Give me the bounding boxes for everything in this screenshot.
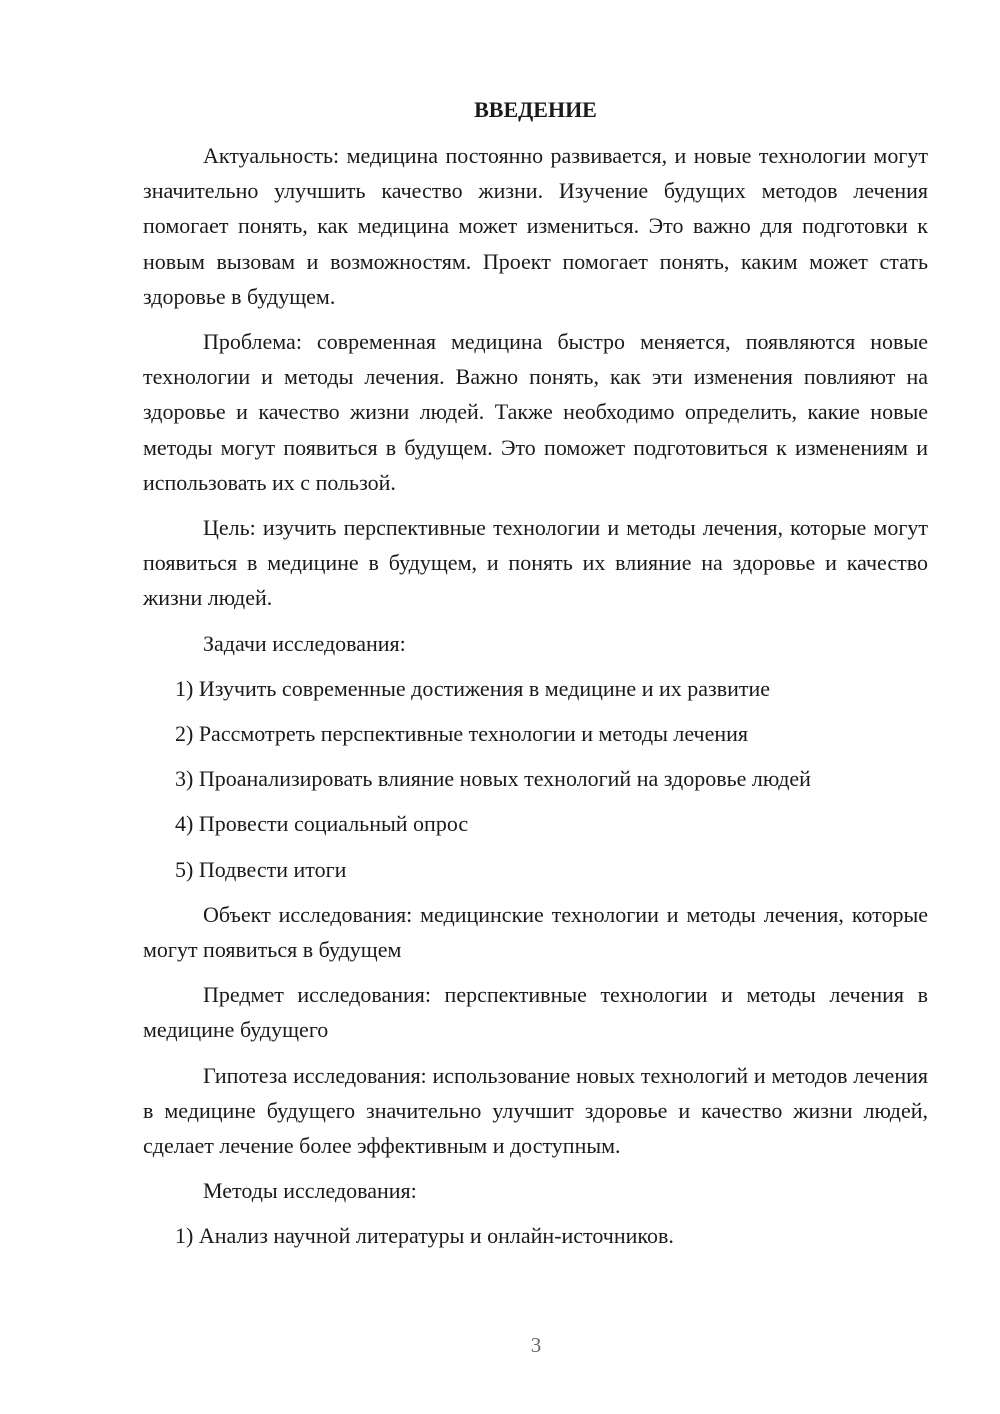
subject-paragraph: Предмет исследования: перспективные технологии и методы лечения в медицине будущего [143,982,928,1043]
task-item: 2) Рассмотреть перспективные технологии и методы лечения [175,721,749,747]
relevance-paragraph: Актуальность: медицина постоянно развивается, и новые технологии могут значительно улучшить качество жизни. Изучение будущих методов лечения помогает понять, как медицина может измениться. Это важно для подготовки к новым вызовам и возможностям. Проект помогает понять, каким может стать здоровье в будущем. [143,143,928,309]
goal-paragraph: Цель: изучить перспективные технологии и методы лечения, которые могут появиться в медицине в будущем, и понять их влияние на здоровье и качество жизни людей. [143,515,928,611]
task-item: 1) Изучить современные достижения в медицине и их развитие [175,675,771,701]
document-page [143,92,928,1264]
problem-paragraph: Проблема: современная медицина быстро меняется, появляются новые технологии и методы лечения. Важно понять, как эти изменения повлияют на здоровье и качество жизни людей. Также необходимо определить, какие новые методы могут появиться в будущем. Это поможет подготовиться к изменениям и использовать их с пользой. [143,329,928,495]
methods-heading: Методы исследования: [203,1178,417,1204]
page-title: ВВЕДЕНИЕ [474,97,597,122]
task-item: 4) Провести социальный опрос [175,811,469,837]
hypothesis-paragraph: Гипотеза исследования: использование новых технологий и методов лечения в медицине будущего значительно улучшит здоровье и качество жизни людей, сделает лечение более эффективным и доступным. [143,1062,928,1159]
object-paragraph: Объект исследования: медицинские технологии и методы лечения, которые могут появиться в будущем [143,901,928,963]
task-item: 3) Проанализировать влияние новых технологий на здоровье людей [175,766,811,792]
task-item: 5) Подвести итоги [175,856,347,882]
method-item: 1) Анализ научной литературы и онлайн-источников. [175,1223,674,1249]
tasks-heading: Задачи исследования: [203,630,406,656]
page-number: 3 [530,1333,542,1357]
